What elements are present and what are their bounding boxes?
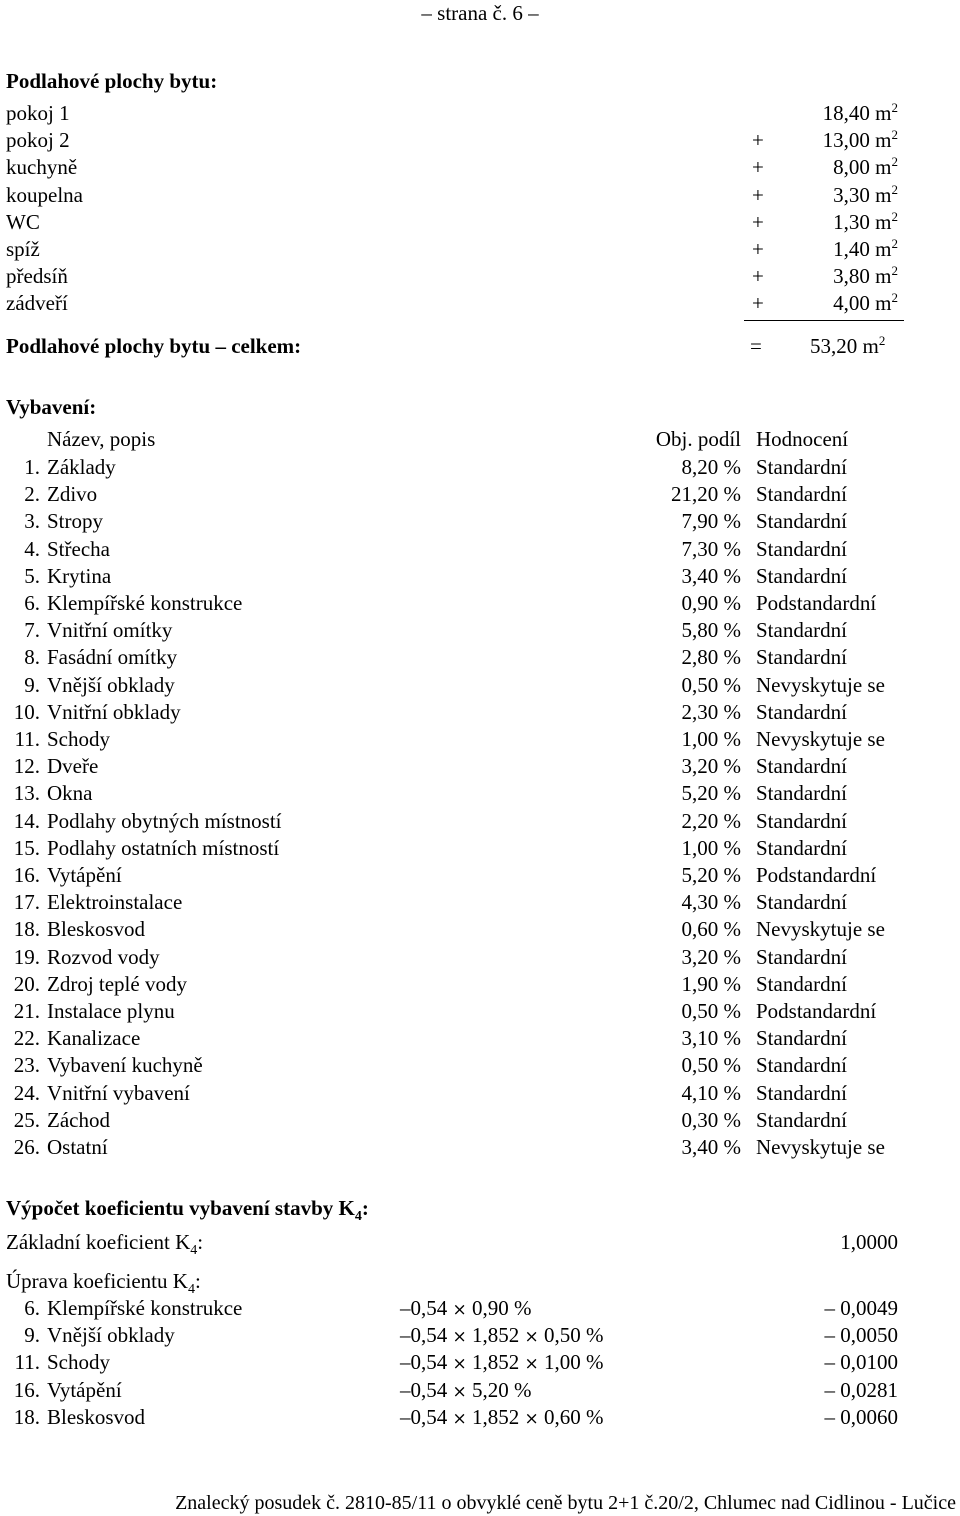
row-share: 0,30 % <box>681 1107 741 1132</box>
row-rating: Standardní <box>756 781 847 806</box>
room-sign: + <box>752 237 764 261</box>
row-number: 7. <box>24 618 40 643</box>
base-coef-value: 1,0000 <box>840 1230 898 1254</box>
room-sign: + <box>752 264 764 289</box>
row-share: 4,10 % <box>681 1080 741 1105</box>
room-sign: + <box>752 128 764 153</box>
row-number: 26. <box>13 1135 40 1159</box>
row-rating: Standardní <box>756 455 847 479</box>
row-name: Kanalizace <box>47 1026 141 1051</box>
base-coef-label: Základní koeficient $K_4$: <box>6 1230 204 1258</box>
row-number: 12. <box>13 754 40 779</box>
row-share: 3,20 % <box>681 754 741 779</box>
row-number: 23. <box>13 1053 40 1078</box>
room-name: spíž <box>6 237 40 261</box>
header-rating: Hodnocení <box>756 427 849 451</box>
row-number: 18. <box>13 917 40 942</box>
room-name: zádveří <box>6 291 68 316</box>
coef-row-formula: –0,54 × 0,90 % <box>400 1296 532 1320</box>
row-rating: Podstandardní <box>756 591 877 615</box>
row-share: 0,60 % <box>681 917 741 942</box>
coef-row-name: Vytápění <box>47 1377 122 1402</box>
row-number: 22. <box>13 1026 40 1051</box>
coef-row-number: 9. <box>24 1323 40 1348</box>
row-number: 25. <box>13 1107 40 1132</box>
room-name: předsíň <box>6 264 68 289</box>
row-rating: Standardní <box>756 754 847 779</box>
row-share: 5,20 % <box>681 781 741 806</box>
row-name: Podlahy ostatních místností <box>47 835 280 860</box>
row-rating: Standardní <box>756 944 847 969</box>
room-sign: + <box>752 291 764 316</box>
floor-total-value: 53,20 $m^2$ <box>810 333 886 358</box>
coef-row-number: 18. <box>13 1404 40 1429</box>
header-share: Obj. podíl <box>655 427 741 451</box>
row-name: Vnitřní omítky <box>47 618 173 643</box>
row-share: 5,20 % <box>681 863 741 887</box>
row-number: 16. <box>13 863 40 887</box>
sum-rule <box>744 320 904 321</box>
room-area: 8,00 $m^2$ <box>833 154 898 180</box>
row-rating: Nevyskytuje se <box>756 917 885 942</box>
row-name: Stropy <box>47 509 104 534</box>
row-name: Fasádní omítky <box>47 645 178 670</box>
row-number: 24. <box>13 1080 40 1105</box>
row-number: 17. <box>13 890 40 915</box>
row-share: 5,80 % <box>681 618 741 643</box>
row-name: Vytápění <box>47 863 122 887</box>
room-area: 13,00 $m^2$ <box>822 127 898 153</box>
row-number: 8. <box>24 645 40 670</box>
room-area: 1,30 $m^2$ <box>833 208 898 234</box>
row-name: Krytina <box>47 563 112 588</box>
row-name: Podlahy obytných místností <box>47 808 282 833</box>
row-name: Vnější obklady <box>47 672 175 697</box>
coef-row-formula: –0,54 × 1,852 × 0,50 % <box>400 1323 604 1348</box>
coef-row-formula: –0,54 × 5,20 % <box>400 1377 532 1402</box>
row-share: 0,50 % <box>681 999 741 1023</box>
row-name: Vnitřní obklady <box>47 699 181 724</box>
row-number: 6. <box>24 591 40 615</box>
row-rating: Standardní <box>756 563 847 588</box>
row-name: Záchod <box>47 1107 110 1132</box>
row-name: Střecha <box>47 536 110 561</box>
footer: Znalecký posudek č. 2810-85/11 o obvyklé ceně bytu 2+1 č.20/2, Chlumec nad Cidlinou - Lučice <box>175 1492 956 1514</box>
row-number: 1. <box>24 455 40 479</box>
room-name: koupelna <box>6 182 83 207</box>
coef-row-formula: –0,54 × 1,852 × 0,60 % <box>400 1404 604 1429</box>
room-area: 18,40 $m^2$ <box>822 100 898 125</box>
row-name: Instalace plynu <box>47 999 175 1023</box>
row-share: 1,00 % <box>681 727 741 751</box>
row-name: Klempířské konstrukce <box>47 591 243 615</box>
row-share: 3,40 % <box>681 1135 741 1159</box>
row-rating: Standardní <box>756 1107 847 1132</box>
row-number: 19. <box>13 944 40 969</box>
row-rating: Standardní <box>756 835 847 860</box>
adj-coef-label: Úprava koeficientu $K_4$: <box>6 1269 201 1297</box>
room-sign: + <box>752 209 764 234</box>
header-name: Název, popis <box>47 427 156 451</box>
row-share: 0,90 % <box>681 591 741 615</box>
row-name: Elektroinstalace <box>47 890 183 915</box>
row-name: Zdroj teplé vody <box>47 971 187 996</box>
coef-row-formula: –0,54 × 1,852 × 1,00 % <box>400 1350 604 1375</box>
row-rating: Standardní <box>756 971 847 996</box>
row-share: 21,20 % <box>671 482 741 507</box>
row-number: 13. <box>13 781 40 806</box>
row-name: Ostatní <box>47 1135 108 1159</box>
row-share: 0,50 % <box>681 672 741 697</box>
room-name: kuchyně <box>6 155 78 180</box>
row-name: Bleskosvod <box>47 917 146 942</box>
floor-title: Podlahové plochy bytu: <box>6 69 218 93</box>
room-area: 3,30 $m^2$ <box>833 181 898 207</box>
row-name: Rozvod vody <box>47 944 160 969</box>
coef-row-name: Schody <box>47 1350 110 1375</box>
row-share: 2,20 % <box>681 808 741 833</box>
row-rating: Standardní <box>756 482 847 507</box>
row-name: Schody <box>47 727 110 751</box>
page-number: – strana č. 6 – <box>421 1 539 25</box>
row-name: Zdivo <box>47 482 98 507</box>
row-number: 20. <box>13 971 40 996</box>
row-share: 4,30 % <box>681 890 741 915</box>
row-number: 15. <box>13 835 40 860</box>
row-rating: Podstandardní <box>756 863 877 887</box>
row-rating: Podstandardní <box>756 999 877 1023</box>
row-number: 10. <box>13 699 40 724</box>
room-area: 1,40 $m^2$ <box>833 236 898 261</box>
coef-row-name: Vnější obklady <box>47 1323 175 1348</box>
room-sign: + <box>752 182 764 207</box>
equipment-title: Vybavení: <box>6 395 97 419</box>
row-rating: Nevyskytuje se <box>756 672 885 697</box>
floor-total-sign: = <box>750 334 762 358</box>
row-rating: Standardní <box>756 890 847 915</box>
row-rating: Standardní <box>756 699 847 724</box>
row-rating: Standardní <box>756 509 847 534</box>
row-number: 5. <box>24 563 40 588</box>
coef-row-name: Klempířské konstrukce <box>47 1296 243 1320</box>
row-share: 1,90 % <box>681 971 741 996</box>
row-rating: Standardní <box>756 536 847 561</box>
row-name: Vybavení kuchyně <box>47 1053 203 1078</box>
row-rating: Standardní <box>756 808 847 833</box>
room-name: pokoj 2 <box>6 128 70 153</box>
row-share: 7,90 % <box>681 509 741 534</box>
row-number: 11. <box>14 727 40 751</box>
coef-row-number: 11. <box>14 1350 40 1375</box>
row-number: 4. <box>24 536 40 561</box>
room-name: WC <box>6 209 40 234</box>
row-rating: Standardní <box>756 618 847 643</box>
coef-row-result: – 0,0060 <box>824 1404 898 1429</box>
row-number: 3. <box>24 509 40 534</box>
room-area: 3,80 $m^2$ <box>833 263 898 289</box>
row-number: 14. <box>13 808 40 833</box>
row-share: 3,40 % <box>681 563 741 588</box>
row-rating: Standardní <box>756 1053 847 1078</box>
coef-row-result: – 0,0281 <box>824 1377 898 1402</box>
floor-total-label: Podlahové plochy bytu – celkem: <box>6 334 302 358</box>
row-share: 2,30 % <box>681 699 741 724</box>
row-rating: Standardní <box>756 645 847 670</box>
row-rating: Nevyskytuje se <box>756 727 885 751</box>
coef-row-number: 16. <box>13 1377 40 1402</box>
row-share: 7,30 % <box>681 536 741 561</box>
coef-row-number: 6. <box>24 1296 40 1320</box>
row-share: 3,10 % <box>681 1026 741 1051</box>
row-share: 2,80 % <box>681 645 741 670</box>
row-share: 3,20 % <box>681 944 741 969</box>
coef-row-name: Bleskosvod <box>47 1404 146 1429</box>
room-area: 4,00 $m^2$ <box>833 290 898 316</box>
row-name: Okna <box>47 781 93 806</box>
row-share: 0,50 % <box>681 1053 741 1078</box>
row-name: Vnitřní vybavení <box>47 1080 190 1105</box>
row-rating: Nevyskytuje se <box>756 1135 885 1159</box>
row-number: 9. <box>24 672 40 697</box>
row-rating: Standardní <box>756 1080 847 1105</box>
room-sign: + <box>752 155 764 180</box>
coef-row-result: – 0,0100 <box>824 1350 898 1375</box>
coef-row-result: – 0,0049 <box>824 1296 898 1320</box>
row-name: Základy <box>47 455 116 479</box>
row-name: Dveře <box>47 754 99 779</box>
row-rating: Standardní <box>756 1026 847 1051</box>
coef-title: Výpočet koeficientu vybavení stavby $K_4$: <box>6 1196 369 1224</box>
coef-row-result: – 0,0050 <box>824 1323 898 1348</box>
room-name: pokoj 1 <box>6 101 70 125</box>
row-number: 2. <box>24 482 40 507</box>
row-share: 8,20 % <box>681 455 741 479</box>
row-number: 21. <box>13 999 40 1023</box>
row-share: 1,00 % <box>681 835 741 860</box>
